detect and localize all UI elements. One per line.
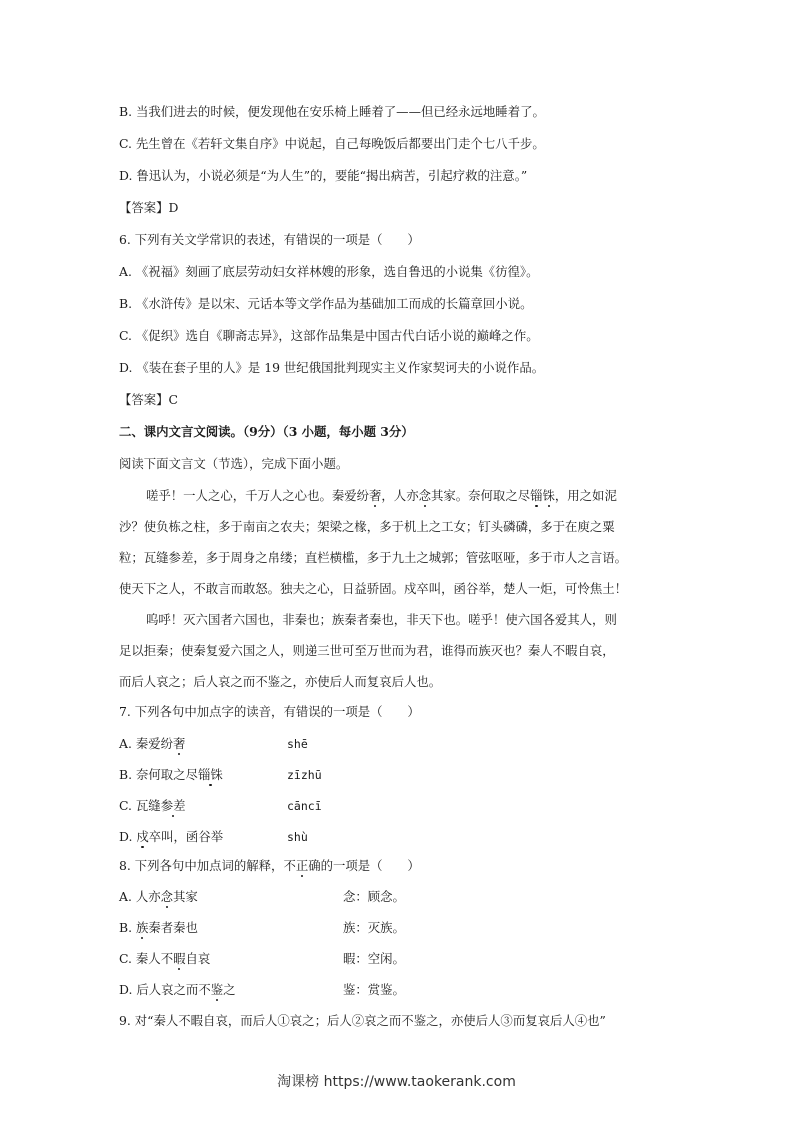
reading-intro: 阅读下面文言文（节选），完成下面小题。: [119, 456, 349, 471]
dotted-char: 参差: [160, 798, 186, 813]
dotted-char: 族: [135, 920, 149, 935]
q5-option-d: D. 鲁迅认为，小说必须是“为人生”的，要能“揭出病苦，引起疗救的注意。”: [119, 168, 528, 183]
q7-option-b: [119, 767, 419, 783]
dotted-char: 念: [160, 889, 173, 904]
section-heading: 二、课内文言文阅读。（9分）（3 小题，每小题 3分）: [119, 424, 414, 439]
dotted-char: 念: [418, 488, 431, 503]
dotted-char: 不正确: [283, 858, 321, 873]
option-text: D. 后人哀之而不: [119, 982, 211, 997]
q6-stem: 6. 下列有关文学常识的表述，有错误的一项是（ ）: [119, 232, 420, 247]
q7-option-c: [119, 798, 419, 814]
q6-answer: 【答案】C: [119, 392, 179, 407]
option-text: D.: [119, 829, 137, 844]
q7-option-d: [119, 829, 419, 845]
option-text: C. 瓦缝: [119, 798, 161, 813]
passage-p2-line1: 呜呼！灭六国者六国也，非秦也；族秦者秦也，非天下也。嗟乎！使六国各爱其人，则: [146, 612, 617, 627]
option-text: B. 奈何取之尽: [119, 767, 198, 782]
passage-p2-line3: 而后人哀之；后人哀之而不鉴之，亦使后人而复哀后人也。: [119, 674, 442, 689]
option-text: 自哀: [185, 951, 211, 966]
passage-p1-line4: 使天下之人，不敢言而敢怒。独夫之心，日益骄固。戍卒叫，函谷举，楚人一炬，可怜焦土！: [119, 581, 628, 596]
stem-text: 8. 下列各句中加点词的解释，: [119, 858, 284, 873]
option-text: A. 人亦: [119, 889, 161, 904]
option-text: 秦者秦也: [148, 920, 198, 935]
q7-stem: 7. 下列各句中加点字的读音，有错误的一项是（ ）: [119, 704, 420, 719]
option-text: A. 秦爱纷: [119, 736, 173, 751]
option-text: C. 秦人不: [119, 951, 174, 966]
dotted-char: 铢: [542, 488, 555, 503]
pinyin: cāncī: [287, 799, 322, 813]
option-text: 其家: [173, 889, 198, 904]
option-text: 之: [223, 982, 236, 997]
passage-p1-line3: 粒；瓦缝参差，多于周身之帛缕；直栏横槛，多于九土之城郭；管弦呕哑，多于市人之言语。: [119, 550, 628, 565]
page-footer: 淘课榜 https://www.taokerank.com: [277, 1074, 516, 1090]
stem-text: 的一项是（ ）: [320, 858, 420, 873]
dotted-char: 暇: [173, 951, 186, 966]
dotted-char: 奢: [369, 488, 382, 503]
q6-option-b: B. 《水浒传》是以宋、元话本等文学作品为基础加工而成的长篇章回小说。: [119, 296, 533, 311]
q8-option-b: [119, 920, 519, 936]
passage-p2-line2: 足以拒秦；使秦复爱六国之人，则递三世可至万世而为君，谁得而族灭也？秦人不暇自哀，: [119, 643, 615, 658]
text-segment: ，用之如泥: [554, 488, 617, 503]
dotted-char: 奢: [173, 736, 186, 751]
q8-option-a: [119, 889, 519, 905]
passage-p1-line1: [146, 488, 702, 504]
dotted-char: 戍: [136, 829, 149, 844]
q5-option-c: C. 先生曾在《若轩文集自序》中说起，自己每晚饭后都要出门走个七八千步。: [119, 136, 545, 151]
q7-option-a: [119, 736, 419, 752]
q5-answer: 【答案】D: [119, 200, 179, 215]
meaning: 鉴：赏鉴。: [343, 982, 405, 997]
text-segment: 其家。奈何取之尽: [430, 488, 531, 503]
q5-option-b: B. 当我们进去的时候，便发现他在安乐椅上睡着了——但已经永远地睡着了。: [119, 104, 545, 119]
q8-stem: [119, 858, 420, 874]
option-text: B.: [119, 920, 136, 935]
q6-option-a: A. 《祝福》刻画了底层劳动妇女祥林嫂的形象，选自鲁迅的小说集《彷徨》。: [119, 264, 539, 279]
dotted-char: 锱铢: [197, 767, 223, 782]
option-text: 卒叫，函谷举: [148, 829, 224, 844]
passage-p1-line2: 沙？使负栋之柱，多于南亩之农夫；架梁之椽，多于机上之工女；钉头磷磷，多于在庾之粟: [119, 519, 615, 534]
q8-option-c: [119, 951, 519, 967]
meaning: 念：顾念。: [343, 889, 405, 904]
dotted-char: 鉴: [210, 982, 224, 997]
q6-option-d: D. 《装在套子里的人》是 19 世纪俄国批判现实主义作家契诃夫的小说作品。: [119, 360, 545, 375]
text-segment: 嗟乎！一人之心，千万人之心也。秦爱纷: [146, 488, 370, 503]
q8-option-d: [119, 982, 519, 998]
pinyin: shē: [287, 737, 308, 751]
meaning: 暇：空闲。: [343, 951, 405, 966]
pinyin: shù: [287, 830, 308, 844]
q6-option-c: C. 《促织》选自《聊斋志异》，这部作品集是中国古代白话小说的巅峰之作。: [119, 328, 539, 343]
pinyin: zīzhū: [287, 768, 322, 782]
meaning: 族：灭族。: [343, 920, 405, 935]
dotted-char: 锱: [530, 488, 543, 503]
text-segment: ，人亦: [381, 488, 419, 503]
q9-stem: 9. 对“秦人不暇自哀，而后人①哀之；后人②哀之而不鉴之，亦使后人③而复哀后人④也”: [119, 1013, 606, 1028]
